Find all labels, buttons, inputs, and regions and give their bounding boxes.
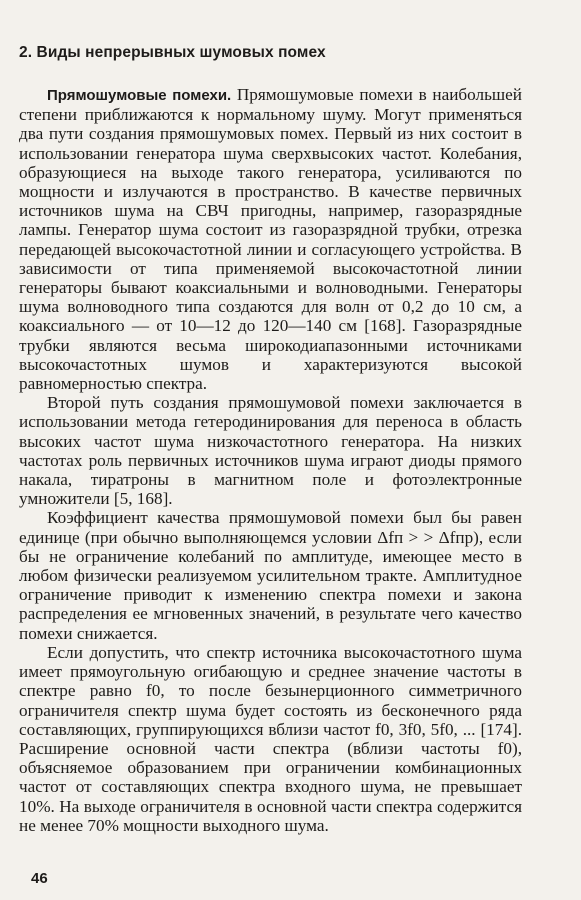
paragraph-2 [19, 393, 522, 508]
paragraph-1 [19, 85, 522, 393]
paragraph-4 [19, 643, 522, 835]
paragraph-3 [19, 508, 522, 642]
body-text [19, 85, 522, 835]
paragraph-text: Коэффициент качества прямошумовой помехи был бы равен единице (при обычно выполняющемся условии Δfп > > Δfпр), если бы не ограничение колебаний по амплитуде, имеющее место в любом физически реализуемом усилительном тракте. Амплитудное ограничение приводит к изменению спектра помехи и закона распределения ее мгновенных значений, в результате чего качество помехи снижается. [19, 508, 522, 643]
page-number: 46 [31, 870, 48, 887]
paragraph-lead: Прямошумовые помехи. [47, 87, 232, 104]
paragraph-text: Прямошумовые помехи в наибольшей степени приближаются к нормальному шуму. Могут применяться два пути создания прямошумовых помех. Первый из них состоит в использовании генератора шума сверхвысоких частот. Колебания, образующиеся на выходе такого генератора, усиливаются по мощности и излучаются в пространство. В качестве первичных источников шума на СВЧ пригодны, например, газоразрядные лампы. Генератор шума состоит из газоразрядной трубки, отрезка передающей высокочастотной линии и согласующего устройства. В зависимости от типа применяемой высокочастотной линии генераторы бывают коаксиальными и волноводными. Генераторы шума волноводного типа создаются для волн от 0,2 до 10 см, а коаксиального — от 10—12 до 120—140 см [168]. Газоразрядные трубки являются весьма широкодиапазонными источниками высокочастотных шумов и характеризуются высокой равномерностью спектра. [19, 85, 522, 394]
paragraph-text: Если допустить, что спектр источника высокочастотного шума имеет прямоугольную огибающую и среднее значение частоты в спектре равно f0, то после безынерционного симметричного ограничителя спектр шума будет состоять из бесконечного ряда составляющих, группирующихся вблизи частот f0, 3f0, 5f0, ... [174]. Расширение основной части спектра (вблизи частоты f0), объясняемое образованием при ограничении комбинационных частот от составляющих спектра входного шума, не превышает 10%. На выходе ограничителя в основной части спектра содержится не менее 70% мощности выходного шума. [19, 642, 522, 835]
paragraph-text: Второй путь создания прямошумовой помехи заключается в использовании метода гетеродинирования для переноса в область высоких частот шума низкочастотного генератора. На низких частотах роль первичных источников шума играют диоды прямого накала, тиратроны в магнитном поле и фотоэлектронные умножители [5, 168]. [19, 393, 522, 509]
section-heading: 2. Виды непрерывных шумовых помех [19, 44, 326, 61]
